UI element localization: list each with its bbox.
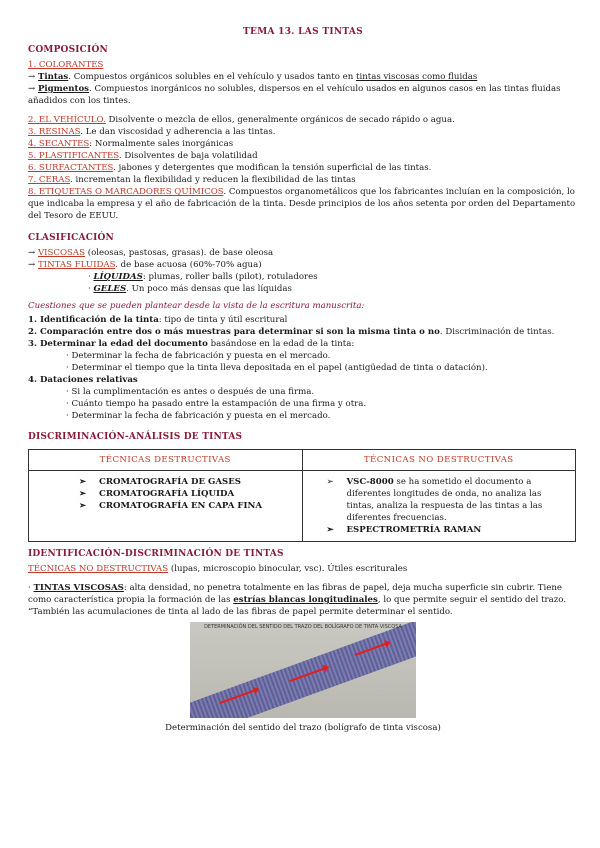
cell-no-destructivas	[302, 471, 576, 542]
page-title: TEMA 13. LAS TINTAS	[243, 27, 363, 37]
composicion-item: 7. CERAS. incrementan la flexibilidad y reducen la flexibilidad de las tintas	[28, 175, 356, 185]
cuestion-4: 4. Dataciones relativas	[28, 375, 138, 385]
line-viscosas: → VISCOSAS (oleosas, pastosas, grasas). de base oleosa	[28, 248, 274, 258]
section-heading-identificacion: IDENTIFICACIÓN-DISCRIMINACIÓN DE TINTAS	[28, 549, 284, 559]
cuestion-4b: · Cuánto tiempo ha pasado entre la estampación de una firma y otra.	[66, 399, 367, 409]
list-item: ➢ ESPECTROMETRÍA RAMAN	[326, 525, 482, 535]
cell-destructivas	[29, 471, 303, 542]
paragraph-tambien: “También las acumulaciones de tinta al lado de las fibras de papel permite determinar el sentido.	[28, 607, 453, 617]
ink-stroke	[190, 622, 416, 718]
line-geles: · GELES. Un poco más densas que las líquidas	[88, 284, 292, 294]
composicion-item: 8. ETIQUETAS O MARCADORES QUÍMICOS. Compuestos organometálicos que los fabricantes incluían en la composición, lo que indicaba la empresa y el año de fabricación de la tinta. Desde principios de los años setenta por orden del Departamento del Tesoro de EEUU.	[28, 187, 576, 221]
col-destructivas: TÉCNICAS DESTRUCTIVAS	[29, 450, 303, 471]
composicion-list	[28, 114, 578, 222]
line-tecnicas: TÉCNICAS NO DESTRUCTIVAS (lupas, microscopio binocular, vsc). Útiles escriturales	[28, 564, 408, 574]
arrow-icon: →	[28, 72, 36, 82]
line-pigmentos	[28, 83, 578, 107]
composicion-item: 2. EL VEHÍCULO. Disolvente o mezcla de ellos, generalmente orgánicos de secado rápido o agua.	[28, 115, 455, 125]
ink-stroke-photo	[190, 622, 416, 718]
arrow-icon: →	[28, 248, 36, 258]
composicion-item: 4. SECANTES: Normalmente sales inorgánicas	[28, 139, 234, 149]
cuestion-3a: · Determinar la fecha de fabricación y puesta en el mercado.	[66, 351, 331, 361]
section-heading-composicion: COMPOSICIÓN	[28, 45, 108, 55]
arrowhead-icon: ➢	[326, 525, 334, 535]
arrowhead-icon: ➢	[326, 477, 334, 487]
list-item: ➢ CROMATOGRAFÍA DE GASES	[79, 477, 241, 487]
cuestiones-heading: Cuestiones que se pueden plantear desde la vista de la escritura manuscrita:	[28, 301, 365, 311]
composicion-item: 5. PLASTIFICANTES. Disolventes de baja volatilidad	[28, 151, 258, 161]
list-item: ➢ VSC-8000 se ha sometido el documento a diferentes longitudes de onda, no analiza las tintas, analiza la respuesta de las tintas a las diferentes frecuencias.	[326, 477, 543, 523]
list-item: ➢ CROMATOGRAFÍA LÍQUIDA	[79, 489, 235, 499]
photo-caption: DETERMINACIÓN DEL SENTIDO DEL TRAZO DEL BOLÍGRAFO DE TINTA VISCOSA	[204, 624, 402, 630]
label-tintas: Tintas	[37, 72, 69, 82]
line-fluidas: → TINTAS FLUIDAS. de base acuosa (60%-70% agua)	[28, 260, 262, 270]
text-pigmentos: . Compuestos inorgánicos no solubles, dispersos en el vehículo usados en algunos casos en las tintas fluidas añadidos con los tintes.	[28, 84, 561, 106]
cuestion-4c: · Determinar la fecha de fabricación y puesta en el mercado.	[66, 411, 331, 421]
label-pigmentos: Pigmentos	[37, 84, 90, 94]
cuestion-2: 2. Comparación entre dos o más muestras para determinar si son la misma tinta o no. Discriminación de tintas.	[28, 327, 555, 337]
link-tintas-viscosas: tintas viscosas como fluidas	[356, 72, 478, 82]
composicion-item: 3. RESINAS. Le dan viscosidad y adherencia a las tintas.	[28, 127, 276, 137]
line-liquidas: · LÍQUIDAS: plumas, roller balls (pilot), rotuladores	[88, 272, 318, 282]
document-page	[28, 26, 578, 734]
section-heading-clasificacion: CLASIFICACIÓN	[28, 233, 114, 243]
paragraph-tintas-viscosas: · TINTAS VISCOSAS: alta densidad, no penetra totalmente en las fibras de papel, deja mucha superficie sin cubrir. Tiene como característica propia la formación de las estrías blancas longitudinales, lo que permite seguir el sentido del trazo.	[28, 583, 567, 605]
arrowhead-icon: ➢	[79, 501, 87, 511]
cuestion-3b: · Determinar el tiempo que la tinta lleva depositada en el papel (antigüedad de tinta o datación).	[66, 363, 488, 373]
arrow-icon: →	[28, 84, 36, 94]
text-tintas: . Compuestos orgánicos solubles en el vehículo y usados tanto en	[68, 72, 356, 82]
cuestion-3: 3. Determinar la edad del documento basándose en la edad de la tinta:	[28, 339, 355, 349]
cuestion-1: 1. Identificación de la tinta: tipo de tinta y útil escritural	[28, 315, 288, 325]
tecnicas-table	[28, 449, 576, 542]
figure-caption: Determinación del sentido del trazo (bolígrafo de tinta viscosa)	[165, 723, 441, 733]
arrowhead-icon: ➢	[79, 489, 87, 499]
arrow-icon: →	[28, 260, 36, 270]
arrowhead-icon: ➢	[79, 477, 87, 487]
composicion-item: 6. SURFACTANTES. jabones y detergentes que modifican la tensión superficial de las tintas.	[28, 163, 432, 173]
col-no-destructivas: TÉCNICAS NO DESTRUCTIVAS	[302, 450, 576, 471]
line-tintas	[28, 71, 578, 83]
item-colorantes: 1. COLORANTES	[28, 60, 104, 70]
section-heading-discriminacion: DISCRIMINACIÓN-ANÁLISIS DE TINTAS	[28, 432, 243, 442]
cuestion-4a: · Si la cumplimentación es antes o después de una firma.	[66, 387, 315, 397]
list-item: ➢ CROMATOGRAFÍA EN CAPA FINA	[79, 501, 263, 511]
